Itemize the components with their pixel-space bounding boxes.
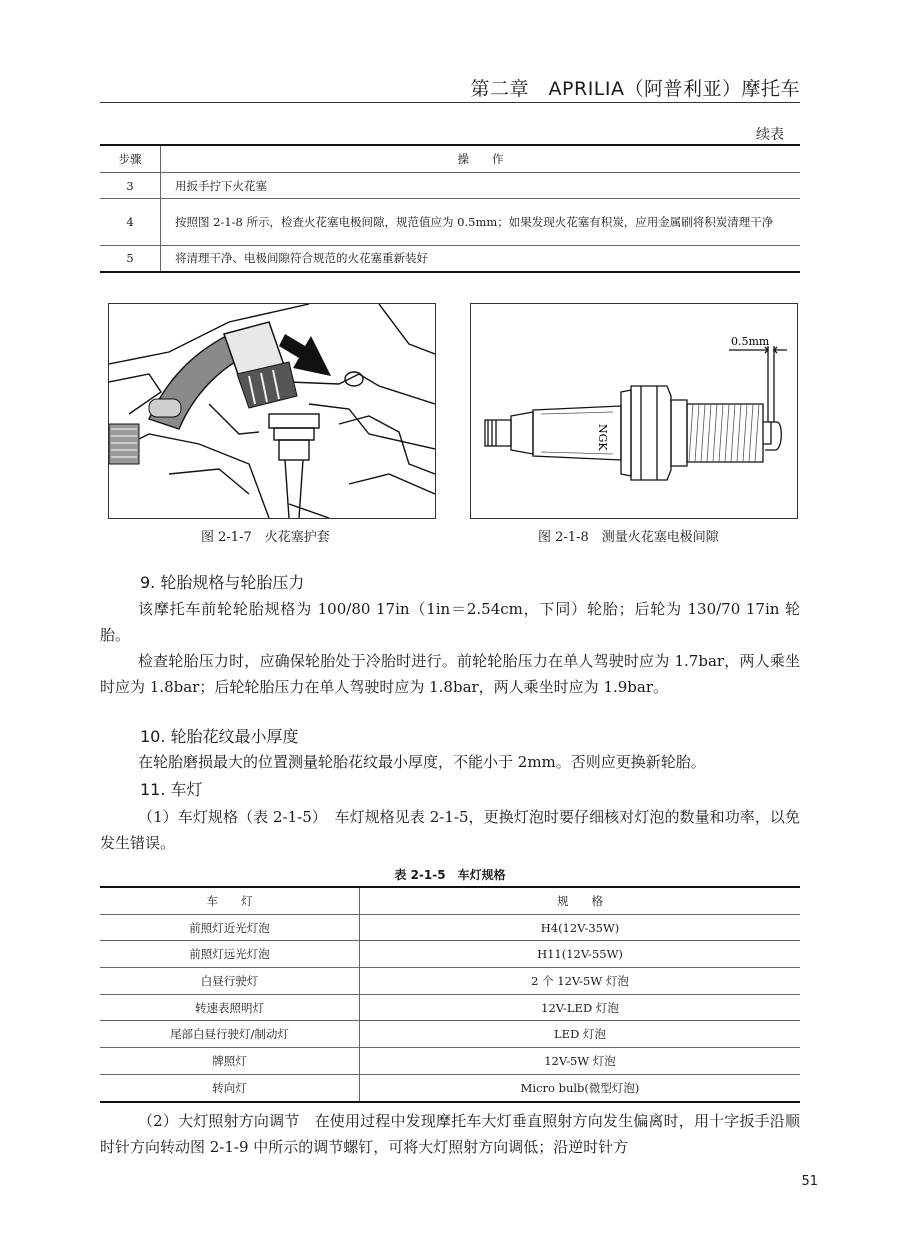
brand-label: NGK: [596, 424, 609, 451]
chapter-title: 第二章 APRILIA（阿普利亚）摩托车: [470, 78, 800, 100]
paragraph-tire-pressure: 检查轮胎压力时，应确保轮胎处于冷胎时进行。前轮轮胎压力在单人驾驶时应为 1.7bar，两人乘坐时应为 1.8bar；后轮轮胎压力在单人驾驶时应为 1.8bar，两人乘坐时应为 1.9bar。: [100, 652, 800, 696]
lamp-table-caption: 表 2-1-5 车灯规格: [394, 868, 506, 882]
lamp-name: 白昼行驶灯: [100, 968, 360, 995]
header-operation: 操 作: [457, 152, 504, 166]
lamp-name: 转向灯: [100, 1074, 360, 1101]
section-heading-9: 9. 轮胎规格与轮胎压力: [140, 573, 305, 592]
spark-plug-illustration: [471, 304, 797, 518]
paragraph-tire-spec: 该摩托车前轮轮胎规格为 100/80 17in（1in＝2.54cm，下同）轮胎；后轮为 130/70 17in 轮胎。: [100, 600, 800, 644]
lamp-spec: 12V-5W 灯泡: [360, 1048, 801, 1075]
table-row: [100, 173, 800, 199]
header-lamp: 车 灯: [100, 887, 360, 914]
steps-table: [100, 144, 800, 273]
step-number: 5: [100, 246, 161, 272]
table-row: [100, 914, 800, 941]
step-number: 4: [100, 199, 161, 246]
paragraph-headlight-adjust: （2）大灯照射方向调节 在使用过程中发现摩托车大灯垂直照射方向发生偏离时，用十字扳手沿顺时针方向转动图 2-1-9 中所示的调节螺钉，可将大灯照射方向调低；沿逆时针方: [100, 1112, 800, 1156]
table-row: [100, 941, 800, 968]
step-number: 3: [100, 173, 161, 199]
lamp-name: 前照灯远光灯泡: [100, 941, 360, 968]
paragraph-tread-depth: 在轮胎磨损最大的位置测量轮胎花纹最小厚度，不能小于 2mm。否则应更换新轮胎。: [138, 753, 706, 771]
lamp-spec-table: [100, 886, 800, 1103]
table-row: [100, 968, 800, 995]
header-step: 步骤: [100, 145, 161, 173]
lamp-spec: LED 灯泡: [360, 1021, 801, 1048]
lamp-spec: 2 个 12V-5W 灯泡: [360, 968, 801, 995]
step-text: 将清理干净、电极间隙符合规范的火花塞重新装好: [175, 251, 428, 266]
lamp-name: 转速表照明灯: [100, 994, 360, 1021]
figure-caption-2-1-8: 图 2-1-8 测量火花塞电极间隙: [538, 530, 719, 545]
figure-spark-plug-gap: [470, 303, 798, 519]
step-text: 按照图 2-1-8 所示，检查火花塞电极间隙，规范值应为 0.5mm；如果发现火花塞有积炭，应用金属刷将积炭清理干净: [175, 215, 774, 229]
lamp-spec: 12V-LED 灯泡: [360, 994, 801, 1021]
header-rule: [100, 102, 800, 103]
section-heading-10: 10. 轮胎花纹最小厚度: [140, 727, 299, 746]
page-number: 51: [801, 1174, 818, 1189]
step-text: 用扳手拧下火花塞: [175, 178, 267, 193]
lamp-name: 前照灯近光灯泡: [100, 914, 360, 941]
paragraph-lamp-spec: （1）车灯规格（表 2-1-5） 车灯规格见表 2-1-5，更换灯泡时要仔细核对灯泡的数量和功率，以免发生错误。: [100, 808, 800, 852]
lamp-spec: H4(12V-35W): [360, 914, 801, 941]
header-spec: 规 格: [360, 887, 801, 914]
table-row: [100, 994, 800, 1021]
gap-label: 0.5mm: [731, 335, 770, 348]
lamp-spec: Micro bulb(微型灯泡): [360, 1074, 801, 1101]
lamp-name: 牌照灯: [100, 1048, 360, 1075]
table-header-row: [100, 887, 800, 914]
section-heading-11: 11. 车灯: [140, 780, 203, 799]
spark-plug-cap-illustration: [109, 304, 435, 518]
table-row: [100, 1048, 800, 1075]
table-row: [100, 199, 800, 246]
table-row: [100, 1074, 800, 1101]
lamp-name: 尾部白昼行驶灯/制动灯: [100, 1021, 360, 1048]
figure-spark-plug-cap: [108, 303, 436, 519]
table-row: [100, 246, 800, 272]
figure-caption-2-1-7: 图 2-1-7 火花塞护套: [201, 530, 330, 545]
table-row: [100, 1021, 800, 1048]
lamp-spec: H11(12V-55W): [360, 941, 801, 968]
continued-label: 续表: [756, 127, 784, 143]
table-header-row: [100, 145, 800, 173]
